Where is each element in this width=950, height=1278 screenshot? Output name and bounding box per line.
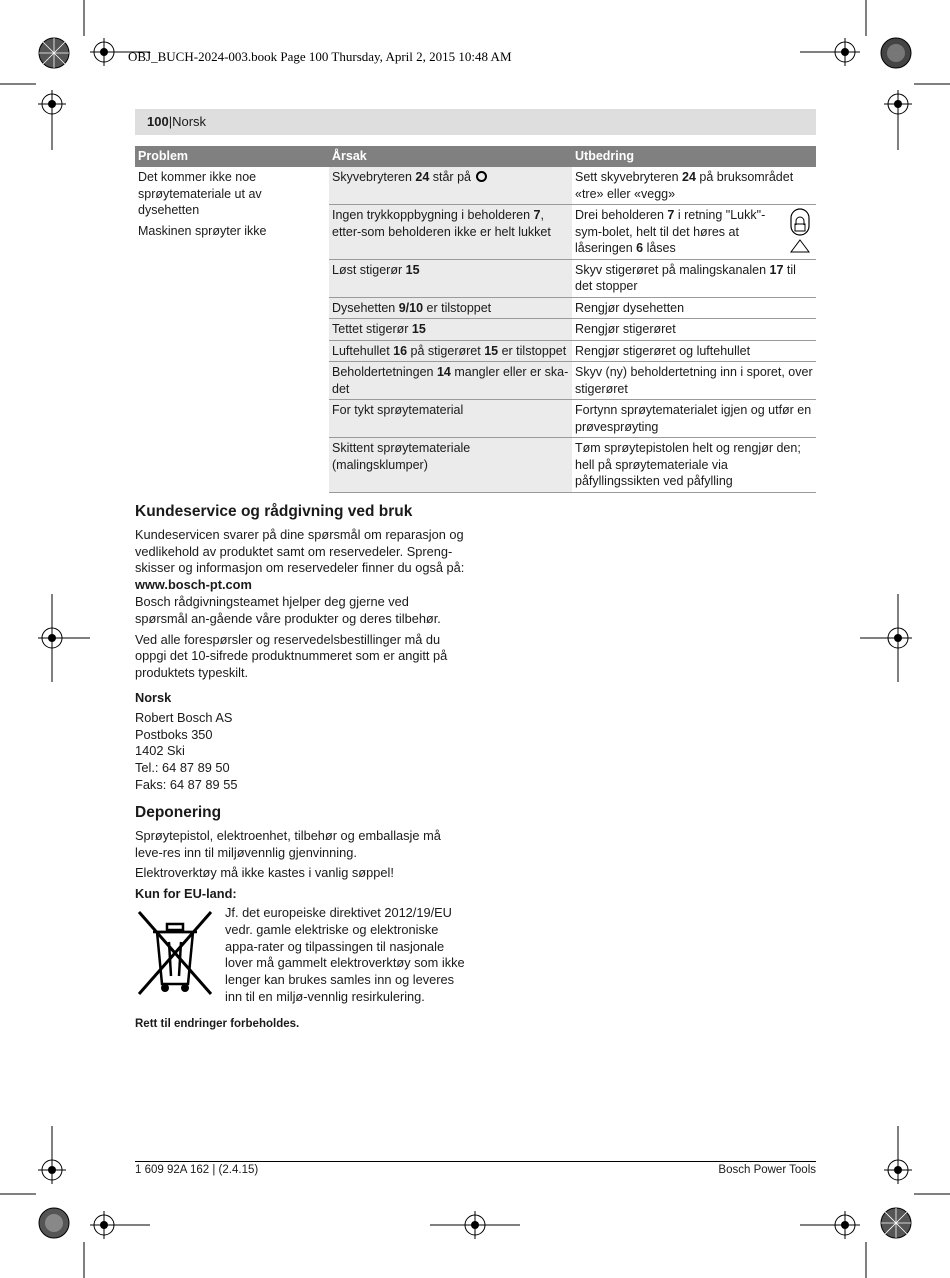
address-line: Faks: 64 87 89 55 — [135, 776, 238, 792]
cause-cell: Tettet stigerør 15 — [329, 319, 572, 341]
country-label: Norsk — [135, 689, 172, 705]
fix-cell: Sett skyvebryteren 24 på bruksområdet «tre» eller «vegg» — [572, 167, 816, 205]
footer-brand: Bosch Power Tools — [718, 1164, 816, 1176]
col-header-fix: Utbedring — [572, 146, 816, 167]
fix-cell: Rengjør stigerøret — [572, 319, 816, 341]
col-header-problem: Problem — [135, 146, 329, 167]
service-paragraph: Kundeservicen svarer på dine spørsmål om reparasjon og vedlikehold av produktet samt om reservedeler. Spreng-skisser og informasjon om reservedeler finner du også på: www.bosch-pt.com — [135, 526, 465, 593]
address-line: 1402 Ski — [135, 743, 185, 759]
fix-cell: Rengjør dysehetten — [572, 297, 816, 319]
page-number: 100 — [147, 114, 169, 129]
circle-symbol-icon — [476, 171, 487, 182]
address-line: Robert Bosch AS — [135, 709, 233, 725]
notice-text: Rett til endringer forbeholdes. — [135, 1017, 300, 1030]
cause-cell: Løst stigerør 15 — [329, 259, 572, 297]
disposal-heading: Deponering — [135, 804, 222, 821]
cause-cell: Skyvebryteren 24 står på — [329, 167, 572, 205]
table-row — [135, 167, 816, 205]
fix-cell: Skyv stigerøret på malingskanalen 17 til det stopper — [572, 259, 816, 297]
fix-cell: Tøm sprøytepistolen helt og rengjør den; hell på sprøytemateriale via påfyllingssikten ved påfylling — [572, 438, 816, 493]
bosch-website-link[interactable]: www.bosch-pt.com — [135, 577, 252, 593]
eu-directive-text: Jf. det europeiske direktivet 2012/19/EU vedr. gamle elektriske og elektroniske appa-rater og tilpassingen til nasjonale lover må gammelt elektroverktøy som ikke lenger kan brukes samles inn og leveres inn til en miljø-vennlig resirkulering. — [225, 904, 465, 1004]
section-title: Norsk — [172, 114, 207, 129]
problem-cell — [135, 167, 329, 492]
service-section — [135, 504, 465, 794]
footer-rule — [135, 1161, 816, 1162]
address-line: Postboks 350 — [135, 726, 213, 742]
cause-cell: Skittent sprøytemateriale (malingsklumper) — [329, 438, 572, 493]
address-line: Tel.: 64 87 89 50 — [135, 760, 230, 776]
print-slug: OBJ_BUCH-2024-003.book Page 100 Thursday, April 2, 2015 10:48 AM — [128, 49, 512, 64]
footer-doc-number: 1 609 92A 162 | (2.4.15) — [135, 1164, 259, 1176]
fix-cell: Skyv (ny) beholdertetning inn i sporet, over stigerøret — [572, 362, 816, 400]
crossed-out-bin-icon — [135, 908, 215, 998]
cause-cell: Dysehetten 9/10 er tilstoppet — [329, 297, 572, 319]
fix-cell: Drei beholderen 7 i retning "Lukk"-sym-bolet, helt til det høres at låseringen 6 låses — [572, 205, 816, 260]
disposal-paragraph: Sprøytepistol, elektroenhet, tilbehør og emballasje må leve-res inn til miljøvennlig gjenvinning. — [135, 827, 441, 860]
disposal-paragraph: Elektroverktøy må ikke kastes i vanlig søppel! — [135, 865, 394, 881]
service-heading: Kundeservice og rådgivning ved bruk — [135, 503, 413, 520]
fix-cell: Fortynn sprøytematerialet igjen og utfør en prøvesprøyting — [572, 400, 816, 438]
page-header — [135, 109, 816, 135]
eu-label: Kun for EU-land: — [135, 886, 237, 902]
fix-cell: Rengjør stigerøret og luftehullet — [572, 340, 816, 362]
lock-close-icon — [787, 207, 813, 255]
header-separator: | — [168, 114, 173, 129]
cause-cell: For tykt sprøytematerial — [329, 400, 572, 438]
service-paragraph: Ved alle forespørsler og reservedelsbestillinger må du oppgi det 10-sifrede produktnummeret som er angitt på produktets typeskilt. — [135, 631, 448, 681]
col-header-cause: Årsak — [329, 146, 572, 167]
problem-text: Det kommer ikke noe sprøytemateriale ut av dysehetten — [138, 170, 262, 217]
service-paragraph: Bosch rådgivningsteamet hjelper deg gjerne ved spørsmål an-gående våre produkter og deres tilbehør. — [135, 593, 441, 626]
cause-cell: Luftehullet 16 på stigerøret 15 er tilstoppet — [329, 340, 572, 362]
cause-cell: Ingen trykkoppbygning i beholderen 7, etter-som beholderen ikke er helt lukket — [329, 205, 572, 260]
problem-text: Maskinen sprøyter ikke — [138, 223, 267, 238]
cause-cell: Beholdertetningen 14 mangler eller er ska-det — [329, 362, 572, 400]
troubleshooting-table — [135, 146, 816, 493]
